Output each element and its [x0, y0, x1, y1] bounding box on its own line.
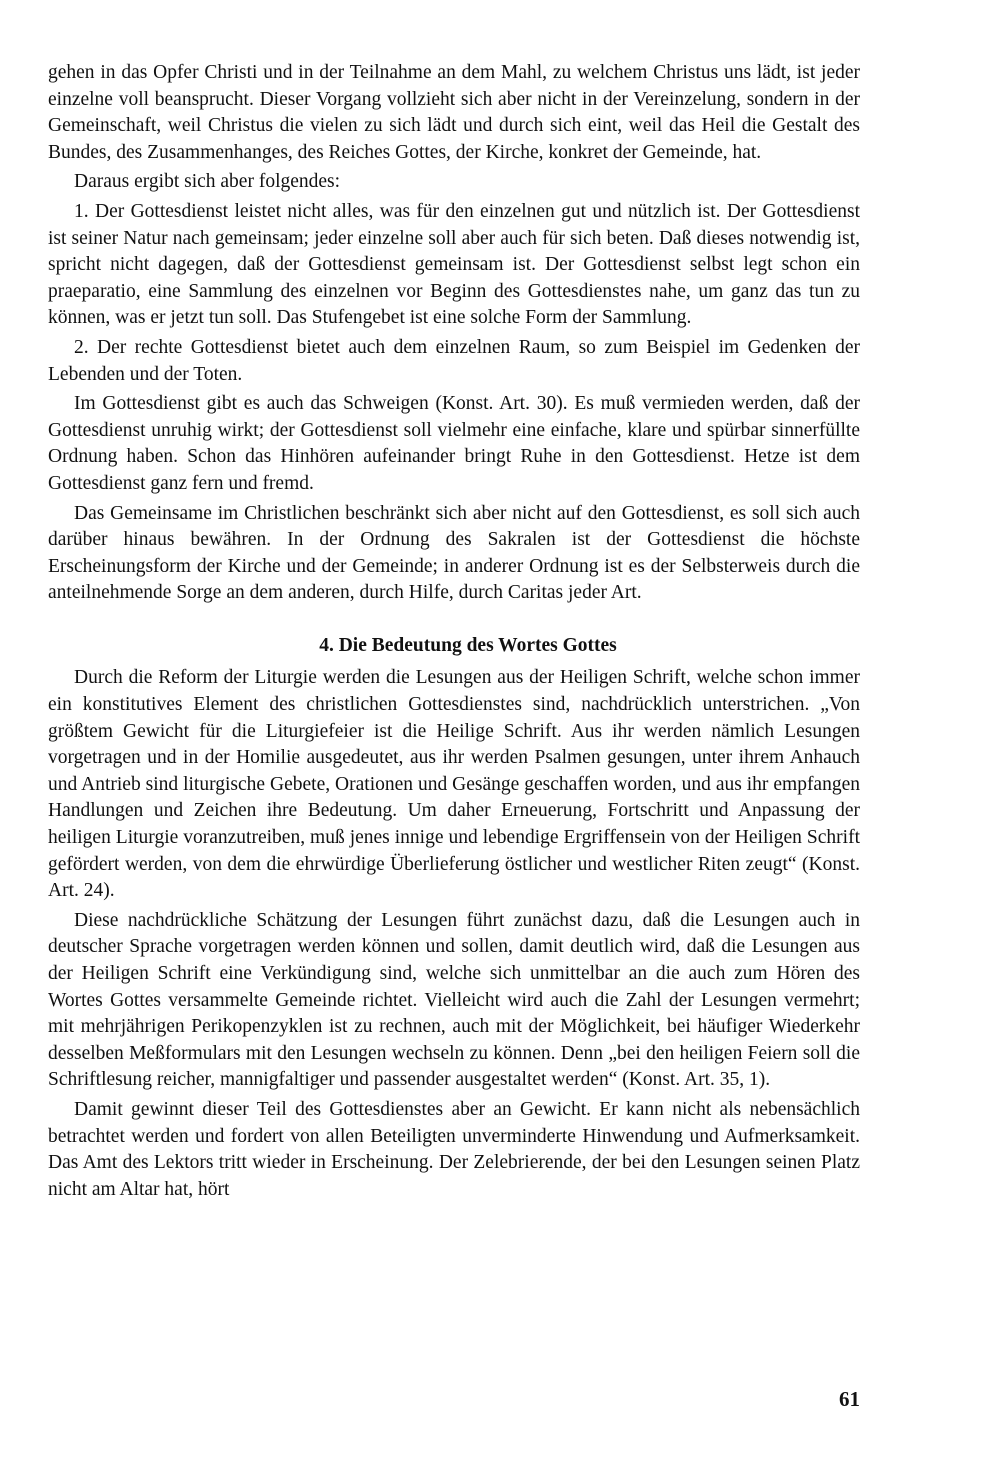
page-body [48, 60, 860, 1203]
paragraph: Damit gewinnt dieser Teil des Gottesdienstes aber an Gewicht. Er kann nicht als nebensächlich betrachtet werden und fordert von allen Beteiligten unverminderte Hinwendung und Aufmerksamkeit. Das Amt des Lektors tritt wieder in Erscheinung. Der Zelebrierende, der bei den Lesungen seinen Platz nicht am Altar hat, hört [48, 1098, 860, 1200]
paragraph: Durch die Reform der Liturgie werden die Lesungen aus der Heiligen Schrift, welche schon immer ein konstitutives Element des christlichen Gottesdienstes sind, nachdrücklich unterstrichen. „Von größtem Gewicht für die Liturgiefeier ist die Heilige Schrift. Aus ihr werden nämlich Lesungen vorgetragen und in der Homilie ausgedeutet, aus ihr werden Psalmen gesungen, unter ihrem Anhauch und Antrieb sind liturgische Gebete, Orationen und Gesänge geschaffen worden, und aus ihr empfangen Handlungen und Zeichen ihre Bedeutung. Um daher Erneuerung, Fortschritt und Anpassung der heiligen Liturgie voranzutreiben, muß jenes innige und lebendige Ergriffensein von der Heiligen Schrift gefördert werden, von dem die ehrwürdige Überlieferung östlicher und westlicher Riten zeugt“ (Konst. Art. 24). [48, 667, 860, 902]
section-heading: 4. Die Bedeutung des Wortes Gottes [319, 634, 617, 656]
paragraph: gehen in das Opfer Christi und in der Teilnahme an dem Mahl, zu welchem Christus uns lädt, ist jeder einzelne voll beansprucht. Dieser Vorgang vollzieht sich aber nicht in der Vereinzelung, sondern in der Gemeinschaft, weil Christus die vielen zu sich lädt und durch sich eint, weil das Heil die Gestalt des Bundes, des Zusammenhanges, des Reiches Gottes, der Kirche, konkret der Gemeinde, hat. [48, 62, 860, 163]
page-number: 61 [839, 1387, 860, 1411]
paragraph: Daraus ergibt sich aber folgendes: [74, 171, 341, 193]
paragraph-point-2: 2. Der rechte Gottesdienst bietet auch dem einzelnen Raum, so zum Beispiel im Gedenken der Lebenden und der Toten. [48, 336, 860, 385]
paragraph: Diese nachdrückliche Schätzung der Lesungen führt zunächst dazu, daß die Lesungen auch in deutscher Sprache vorgetragen werden können und sollen, damit deutlich wird, daß die Lesungen aus der Heiligen Schrift eine Verkündigung sind, welche sich unmittelbar an die auch zum Hören des Wortes Gottes versammelte Gemeinde richtet. Vielleicht wird auch die Zahl der Lesungen vermehrt; mit mehrjährigen Perikopenzyklen ist zu rechnen, auch mit der Möglichkeit, bei häufiger Wiederkehr desselben Meßformulars mit den Lesungen wechseln zu können. Denn „bei den heiligen Feiern soll die Schriftlesung reicher, mannigfaltiger und passender ausgestaltet werden“ (Konst. Art. 35, 1). [48, 909, 860, 1091]
paragraph-point-1: 1. Der Gottesdienst leistet nicht alles, was für den einzelnen gut und nützlich ist. Der Gottesdienst ist seiner Natur nach gemeinsam; jeder einzelne soll aber auch für sich beten. Daß dieses notwendig ist, spricht nicht dagegen, daß der Gottesdienst gemeinsam ist. Der Gottesdienst selbst legt schon ein praeparatio, eine Sammlung des einzelnen vor Beginn des Gottesdienstes nahe, um ganz das tun zu können, was er jetzt tun soll. Das Stufengebet ist eine solche Form der Sammlung. [48, 200, 860, 329]
paragraph: Im Gottesdienst gibt es auch das Schweigen (Konst. Art. 30). Es muß vermieden werden, daß der Gottesdienst unruhig wirkt; der Gottesdienst soll vielmehr eine einfache, klare und spürbar sinnerfüllte Ordnung haben. Schon das Hinhören aufeinander bringt Ruhe in den Gottesdienst. Hetze ist dem Gottesdienst ganz fern und fremd. [48, 393, 860, 494]
paragraph: Das Gemeinsame im Christlichen beschränkt sich aber nicht auf den Gottesdienst, es soll sich auch darüber hinaus bewähren. In der Ordnung des Sakralen ist der Gottesdienst die höchste Erscheinungsform der Kirche und der Gemeinde; in anderer Ordnung ist es der Selbsterweis durch die anteilnehmende Sorge an dem anderen, durch Hilfe, durch Caritas jeder Art. [48, 502, 860, 604]
